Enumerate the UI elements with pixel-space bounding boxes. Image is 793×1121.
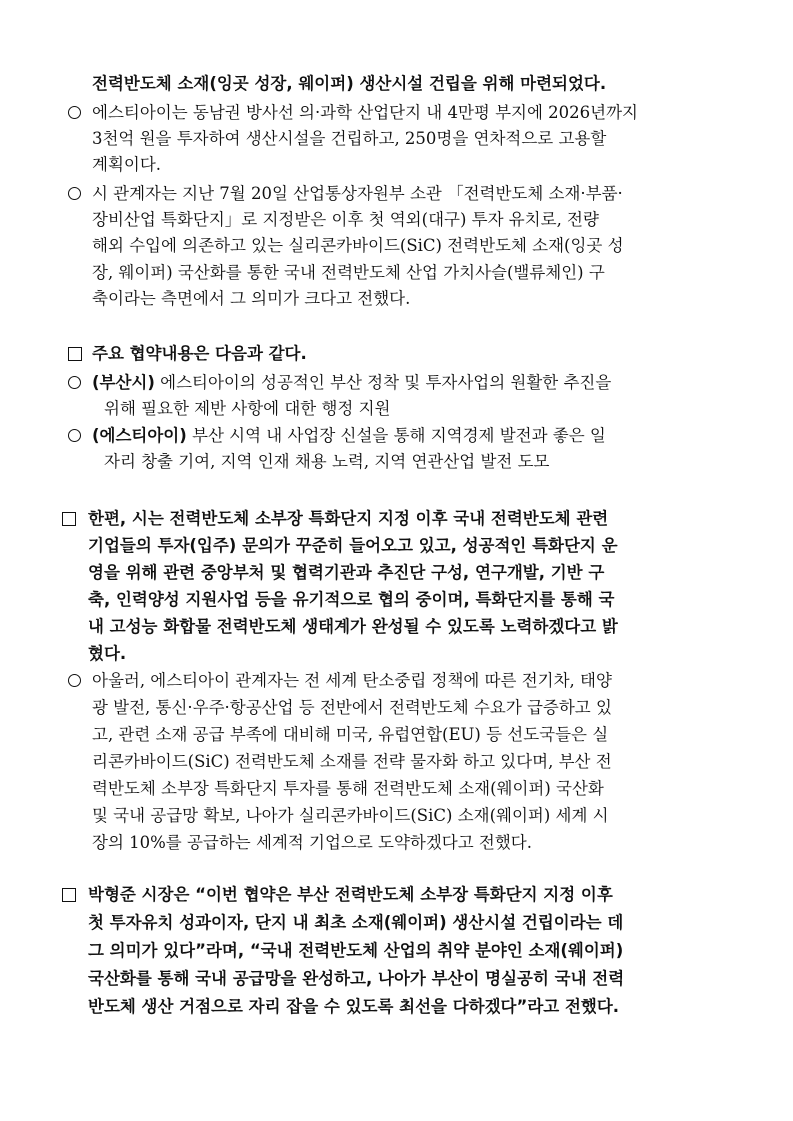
circle-bullet-icon: [68, 106, 81, 119]
circle-bullet-icon: [68, 376, 81, 389]
paragraph-line: 계획이다.: [92, 155, 162, 174]
paragraph-line: 영을 위해 관련 중앙부처 및 협력기관과 추진단 구성, 연구개발, 기반 구: [88, 563, 605, 582]
paragraph-line: 자리 창출 기여, 지역 인재 채용 노력, 지역 연관산업 발전 도모: [104, 452, 550, 471]
paragraph-text: 부산 시역 내 사업장 신설을 통해 지역경제 발전과 좋은 일: [186, 426, 606, 445]
paragraph-line: 혔다.: [88, 644, 127, 663]
paragraph-line: 력반도체 소부장 특화단지 투자를 통해 전력반도체 소재(웨이퍼) 국산화: [92, 779, 604, 798]
paragraph-line: 반도체 생산 거점으로 자리 잡을 수 있도록 최선을 다하겠다”라고 전했다.: [88, 997, 620, 1016]
paragraph-line: 시 관계자는 지난 7월 20일 산업통상자원부 소관 「전력반도체 소재·부품·: [92, 184, 623, 203]
party-label: (부산시): [92, 373, 155, 392]
party-label: (에스티아이): [92, 426, 187, 445]
paragraph-line: 축, 인력양성 지원사업 등을 유기적으로 협의 중이며, 특화단지를 통해 국: [88, 590, 615, 609]
square-bullet-icon: [62, 512, 76, 526]
circle-bullet-icon: [68, 429, 81, 442]
circle-bullet-icon: [68, 674, 81, 687]
paragraph-line: 광 발전, 통신·우주·항공산업 등 전반에서 전력반도체 수요가 급증하고 있: [92, 698, 612, 717]
paragraph-line: 축이라는 측면에서 그 의미가 크다고 전했다.: [92, 289, 411, 308]
paragraph-line: 장비산업 특화단지」로 지정받은 이후 첫 역외(대구) 투자 유치로, 전량: [92, 210, 599, 229]
square-bullet-icon: [68, 347, 82, 361]
paragraph-line: 고, 관련 소재 공급 부족에 대비해 미국, 유럽연합(EU) 등 선도국들은 실: [92, 725, 609, 744]
circle-bullet-icon: [68, 187, 81, 200]
square-bullet-icon: [62, 888, 76, 902]
paragraph-line: 위해 필요한 제반 사항에 대한 행정 지원: [104, 399, 391, 418]
paragraph-line: 한편, 시는 전력반도체 소부장 특화단지 지정 이후 국내 전력반도체 관련: [88, 509, 609, 528]
paragraph-line: 국산화를 통해 국내 공급망을 완성하고, 나아가 부산이 명실공히 국내 전력: [88, 969, 625, 988]
paragraph-line: 장의 10%를 공급하는 세계적 기업으로 도약하겠다고 전했다.: [92, 833, 532, 852]
paragraph-line: 첫 투자유치 성과이자, 단지 내 최초 소재(웨이퍼) 생산시설 건립이라는 데: [88, 913, 624, 932]
paragraph-line: [92, 424, 606, 448]
paragraph-line: 리콘카바이드(SiC) 전력반도체 소재를 전략 물자화 하고 있다며, 부산 전: [92, 752, 612, 771]
paragraph-line: 그 의미가 있다”라며, “국내 전력반도체 산업의 취약 분야인 소재(웨이퍼): [88, 941, 624, 960]
section-heading: 주요 협약내용은 다음과 같다.: [92, 344, 307, 363]
paragraph-line: 전력반도체 소재(잉곳 성장, 웨이퍼) 생산시설 건립을 위해 마련되었다.: [92, 74, 607, 93]
paragraph-line: 3천억 원을 투자하여 생산시설을 건립하고, 250명을 연차적으로 고용할: [92, 129, 607, 148]
paragraph-line: 내 고성능 화합물 전력반도체 생태계가 완성될 수 있도록 노력하겠다고 밝: [88, 617, 618, 636]
paragraph-line: 및 국내 공급망 확보, 나아가 실리콘카바이드(SiC) 소재(웨이퍼) 세계 시: [92, 806, 609, 825]
paragraph-line: 에스티아이는 동남권 방사선 의·과학 산업단지 내 4만평 부지에 2026년까지: [92, 103, 638, 122]
paragraph-line: 아울러, 에스티아이 관계자는 전 세계 탄소중립 정책에 따른 전기차, 태양: [92, 671, 612, 690]
paragraph-line: [92, 371, 611, 395]
paragraph-line: 기업들의 투자(입주) 문의가 꾸준히 들어오고 있고, 성공적인 특화단지 운: [88, 536, 618, 555]
paragraph-text: 에스티아이의 성공적인 부산 정착 및 투자사업의 원활한 추진을: [154, 373, 612, 392]
paragraph-line: 박형준 시장은 “이번 협약은 부산 전력반도체 소부장 특화단지 지정 이후: [88, 885, 613, 904]
paragraph-line: 해외 수입에 의존하고 있는 실리콘카바이드(SiC) 전력반도체 소재(잉곳 성: [92, 236, 624, 255]
paragraph-line: 장, 웨이퍼) 국산화를 통한 국내 전력반도체 산업 가치사슬(밸류체인) 구: [92, 263, 605, 282]
